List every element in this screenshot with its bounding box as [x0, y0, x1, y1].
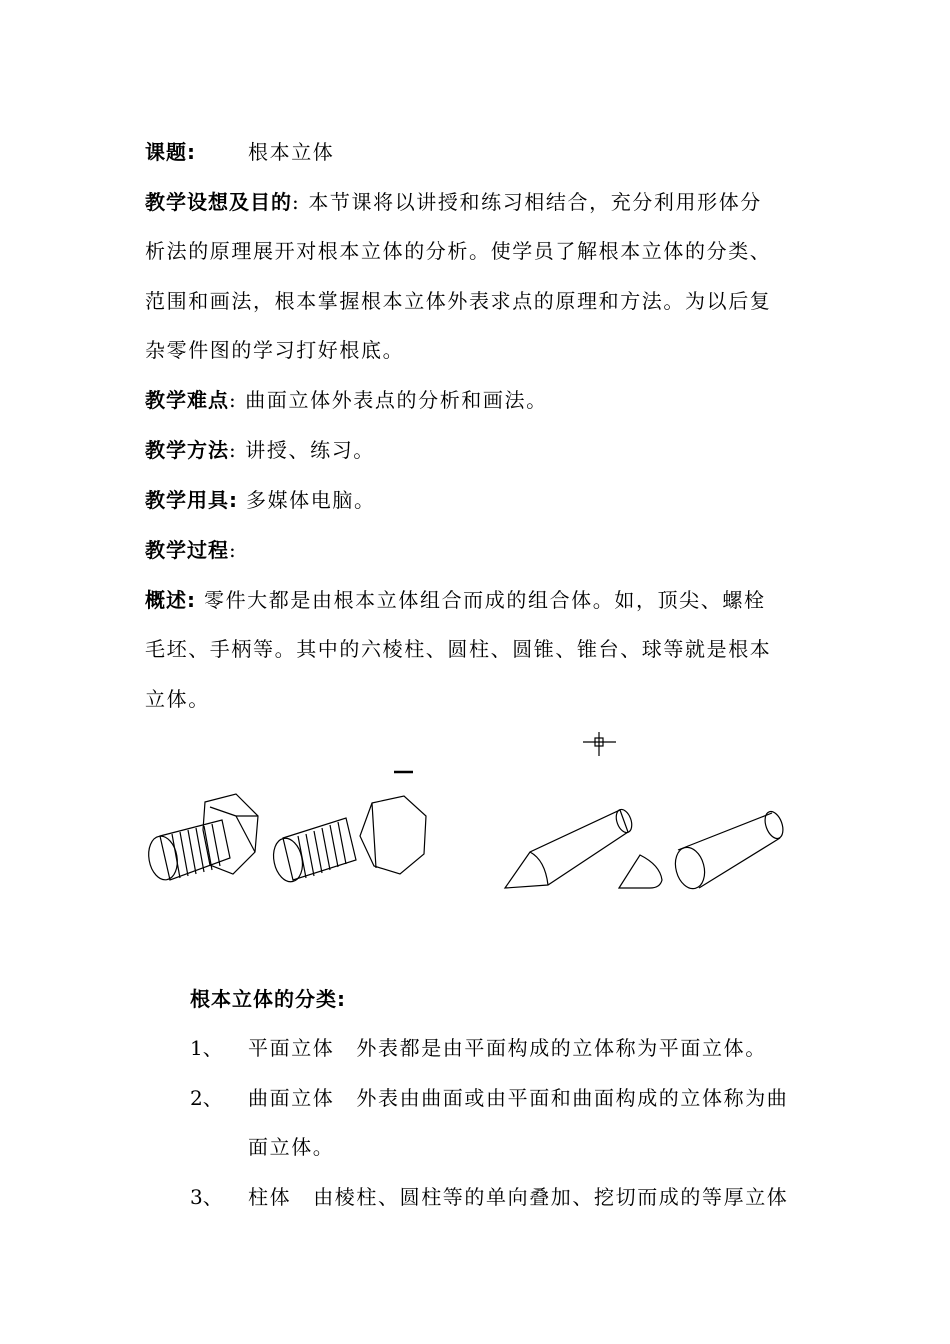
difficulty-label: 教学难点 — [145, 388, 229, 412]
item-3 — [248, 1183, 788, 1211]
overview-text-3: 立体。 — [145, 687, 210, 711]
cone-segment — [619, 855, 662, 888]
tools-line — [145, 486, 376, 514]
bolt-blank-assembled — [145, 794, 258, 882]
method-value: : 讲授、练习。 — [229, 438, 375, 462]
basic-solids-illustration — [0, 720, 950, 910]
process-line — [145, 536, 237, 564]
goal-text-3: 范围和画法，根本掌握根本立体外表求点的原理和方法。为以后复 — [145, 289, 772, 313]
topic-value: 根本立体 — [248, 140, 335, 164]
overview-text-1: 零件大都是由根本立体组合而成的组合体。如，顶尖、螺栓 — [203, 588, 766, 612]
item-1-name: 平面立体 — [248, 1036, 335, 1060]
item-1-number: 1、 — [190, 1036, 223, 1060]
process-colon: : — [229, 538, 238, 562]
difficulty-line — [145, 386, 548, 414]
overview-line-1 — [145, 586, 766, 614]
item-3-name: 柱体 — [248, 1185, 292, 1209]
classification-heading: 根本立体的分类: — [190, 987, 346, 1011]
topic-label: 课题: — [145, 140, 196, 164]
method-line — [145, 436, 375, 464]
goal-colon: : — [292, 190, 301, 214]
goal-text-1: 本节课将以讲授和练习相结合，充分利用形体分 — [308, 190, 762, 214]
goal-line-1 — [145, 188, 762, 216]
topic-line — [145, 138, 334, 166]
difficulty-value: : 曲面立体外表点的分析和画法。 — [229, 388, 548, 412]
item-2-continuation: 面立体。 — [248, 1135, 335, 1159]
item-2-desc: 外表由曲面或由平面和曲面构成的立体称为曲 — [356, 1086, 789, 1110]
overview-text-2: 毛坯、手柄等。其中的六棱柱、圆柱、圆锥、锥台、球等就是根本 — [145, 637, 772, 661]
tools-label: 教学用具: — [145, 488, 238, 512]
goal-text-4: 杂零件图的学习打好根底。 — [145, 338, 405, 362]
cone-cylinder-solid — [505, 807, 635, 888]
tools-value: 多媒体电脑。 — [245, 488, 376, 512]
crosshair-mark — [583, 732, 616, 756]
process-label: 教学过程 — [145, 538, 229, 562]
item-2 — [248, 1084, 788, 1112]
item-1-desc: 外表都是由平面构成的立体称为平面立体。 — [356, 1036, 767, 1060]
method-label: 教学方法 — [145, 438, 229, 462]
goal-label: 教学设想及目的 — [145, 190, 292, 214]
item-2-name: 曲面立体 — [248, 1086, 335, 1110]
item-3-number: 3、 — [190, 1185, 223, 1209]
cylinder-solid — [671, 809, 786, 892]
goal-text-2: 析法的原理展开对根本立体的分析。使学员了解根本立体的分类、 — [145, 239, 772, 263]
item-2-number: 2、 — [190, 1086, 223, 1110]
item-3-desc: 由棱柱、圆柱等的单向叠加、挖切而成的等厚立体 — [313, 1185, 789, 1209]
item-1 — [248, 1034, 767, 1062]
bolt-blank-exploded — [270, 796, 426, 884]
overview-label: 概述: — [145, 588, 196, 612]
